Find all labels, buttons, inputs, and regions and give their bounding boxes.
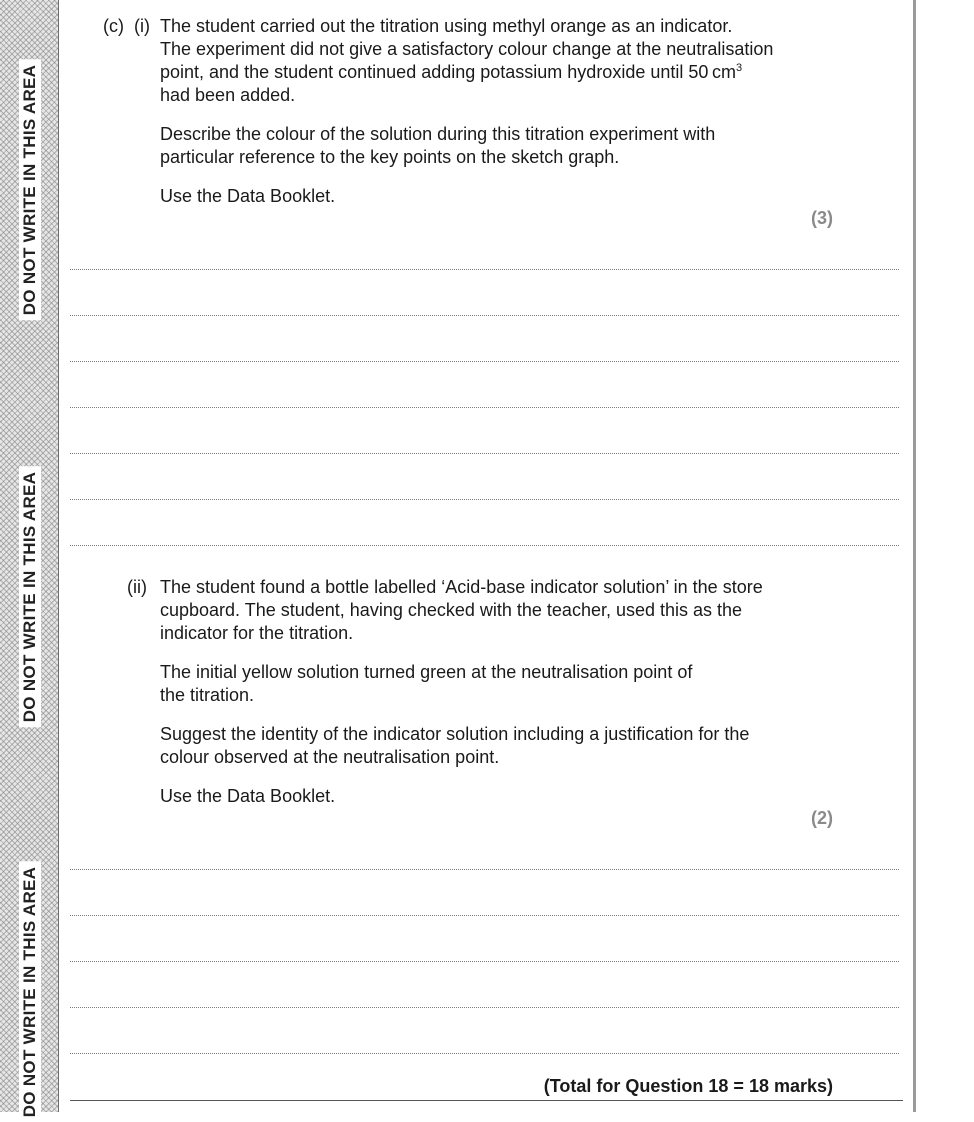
instruction-text: colour observed at the neutralisation point. bbox=[160, 747, 500, 767]
answer-line[interactable] bbox=[70, 407, 899, 408]
question-text: The student found a bottle labelled ‘Acid-base indicator solution’ in the store bbox=[160, 577, 763, 597]
observation-text: The initial yellow solution turned green at the neutralisation point of bbox=[160, 662, 693, 682]
question-text: had been added. bbox=[160, 85, 296, 105]
question-text: The student carried out the titration using methyl orange as an indicator. bbox=[160, 16, 733, 36]
instruction-text: Suggest the identity of the indicator solution including a justification for the bbox=[160, 724, 750, 744]
answer-line[interactable] bbox=[70, 1007, 899, 1008]
answer-line[interactable] bbox=[70, 915, 899, 916]
answer-line[interactable] bbox=[70, 961, 899, 962]
question-text bbox=[160, 61, 742, 84]
sub-i-label: (i) bbox=[134, 16, 150, 36]
margin-warning-bottom: DO NOT WRITE IN THIS AREA bbox=[19, 862, 41, 1122]
question-text: indicator for the titration. bbox=[160, 623, 354, 643]
marks-label-ii: (2) bbox=[811, 808, 833, 828]
answer-line[interactable] bbox=[70, 315, 899, 316]
answer-line[interactable] bbox=[70, 869, 899, 870]
observation-text: the titration. bbox=[160, 685, 255, 705]
question-text-span: point, and the student continued adding potassium hydroxide until 50 cm bbox=[160, 62, 736, 82]
answer-line[interactable] bbox=[70, 361, 899, 362]
unit-superscript: 3 bbox=[735, 62, 743, 74]
answer-line[interactable] bbox=[70, 269, 899, 270]
instruction-text: particular reference to the key points on the sketch graph. bbox=[160, 147, 620, 167]
answer-line[interactable] bbox=[70, 545, 899, 546]
margin-warning-top: DO NOT WRITE IN THIS AREA bbox=[19, 60, 41, 321]
data-booklet-note: Use the Data Booklet. bbox=[160, 786, 336, 806]
margin-border bbox=[58, 0, 59, 1112]
bottom-rule bbox=[70, 1100, 903, 1101]
data-booklet-note: Use the Data Booklet. bbox=[160, 186, 336, 206]
answer-line[interactable] bbox=[70, 453, 899, 454]
question-total: (Total for Question 18 = 18 marks) bbox=[543, 1076, 833, 1096]
part-c-label: (c) bbox=[103, 16, 124, 36]
marks-label-i: (3) bbox=[811, 208, 833, 228]
margin-warning-middle: DO NOT WRITE IN THIS AREA bbox=[19, 467, 41, 728]
question-text: The experiment did not give a satisfactory colour change at the neutralisation bbox=[160, 39, 774, 59]
answer-line[interactable] bbox=[70, 499, 899, 500]
page-right-border bbox=[913, 0, 916, 1112]
sub-ii-label: (ii) bbox=[127, 577, 147, 597]
question-text: cupboard. The student, having checked with the teacher, used this as the bbox=[160, 600, 743, 620]
answer-line[interactable] bbox=[70, 1053, 899, 1054]
instruction-text: Describe the colour of the solution during this titration experiment with bbox=[160, 124, 716, 144]
